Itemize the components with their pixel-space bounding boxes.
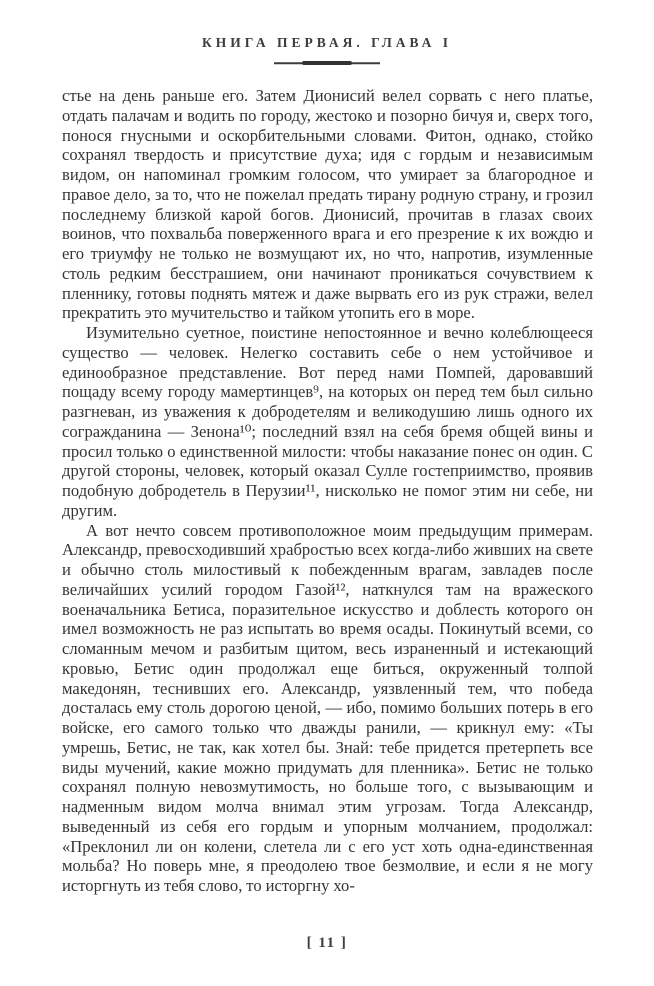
header-divider-ornament [274, 60, 380, 66]
paragraph-continuation: стье на день раньше его. Затем Дионисий велел сорвать с него платье, отдать палачам и водить по городу, жестоко и позорно бичуя и, сверх того, понося гнусными и оскорбительными словами. Фитон, однако, стойко сохранял твердость и присутствие духа; идя с гордым и независимым видом, он напоминал громким голосом, что умирает за благородное и правое дело, за то, что не пожелал предать тирану родную страну, и грозил последнему близкой карой богов. Дионисий, прочитав в глазах своих воинов, что похвальба поверженного врага и его презрение к их вождю и его триумфу не только не возмущают их, но что, напротив, изумленные столь редким бесстрашием, они начинают проникаться сочувствием к пленнику, готовы поднять мятеж и даже вырвать его из рук стражи, велел прекратить это мучительство и тайком утопить его в море. [62, 86, 593, 323]
page-number: [ 11 ] [306, 935, 348, 951]
page-header [0, 0, 654, 66]
chapter-title: КНИГА ПЕРВАЯ. ГЛАВА I [201, 35, 453, 50]
paragraph: А вот нечто совсем противоположное моим предыдущим примерам. Александр, превосходивший храбростью всех когда-либо живших на свете и обычно столь милостивый к побежденным врагам, завладев после величайших усилий городом Газой¹², наткнулся там на вражеского военачальника Бетиса, поразительное искусство и доблесть которого он имел возможность не раз испытать во время осады. Покинутый всеми, со сломанным мечом и разбитым щитом, весь израненный и истекающий кровью, Бетис один продолжал еще биться, окруженный толпой македонян, теснивших его. Александр, уязвленный тем, что победа досталась ему столь дорогою ценой, — ибо, помимо больших потерь в его войске, его самого только что дважды ранили, — крикнул ему: «Ты умрешь, Бетис, не так, как хотел бы. Знай: тебе придется претерпеть все виды мучений, какие можно придумать для пленника». Бетис не только сохранял полную невозмутимость, но больше того, с вызывающим и надменным видом молча внимал этим угрозам. Тогда Александр, выведенный из себя его гордым и упорным молчанием, продолжал: «Преклонил ли он колени, слетела ли с его уст хоть одна-единственная мольба? Но поверь мне, я преодолею твое безмолвие, и если я не могу исторгнуть из тебя слово, то исторгну хо- [62, 520, 593, 895]
page-text-block [62, 86, 593, 896]
paragraph: Изумительно суетное, поистине непостоянное и вечно колеблющееся существо — человек. Нелегко составить себе о нем устойчивое и единообразное представление. Вот перед нами Помпей, даровавший пощаду всему городу мамертинцев⁹, на которых он перед тем был сильно разгневан, из уважения к добродетелям и великодушию лишь одного их согражданина — Зенона¹⁰; последний взял на себя бремя общей вины и просил только о единственной милости: чтобы наказание понес он один. С другой стороны, человек, который оказал Сулле гостеприимство, проявив подобную добродетель в Перузии¹¹, нисколько не помог этим ни себе, ни другим. [62, 323, 593, 520]
